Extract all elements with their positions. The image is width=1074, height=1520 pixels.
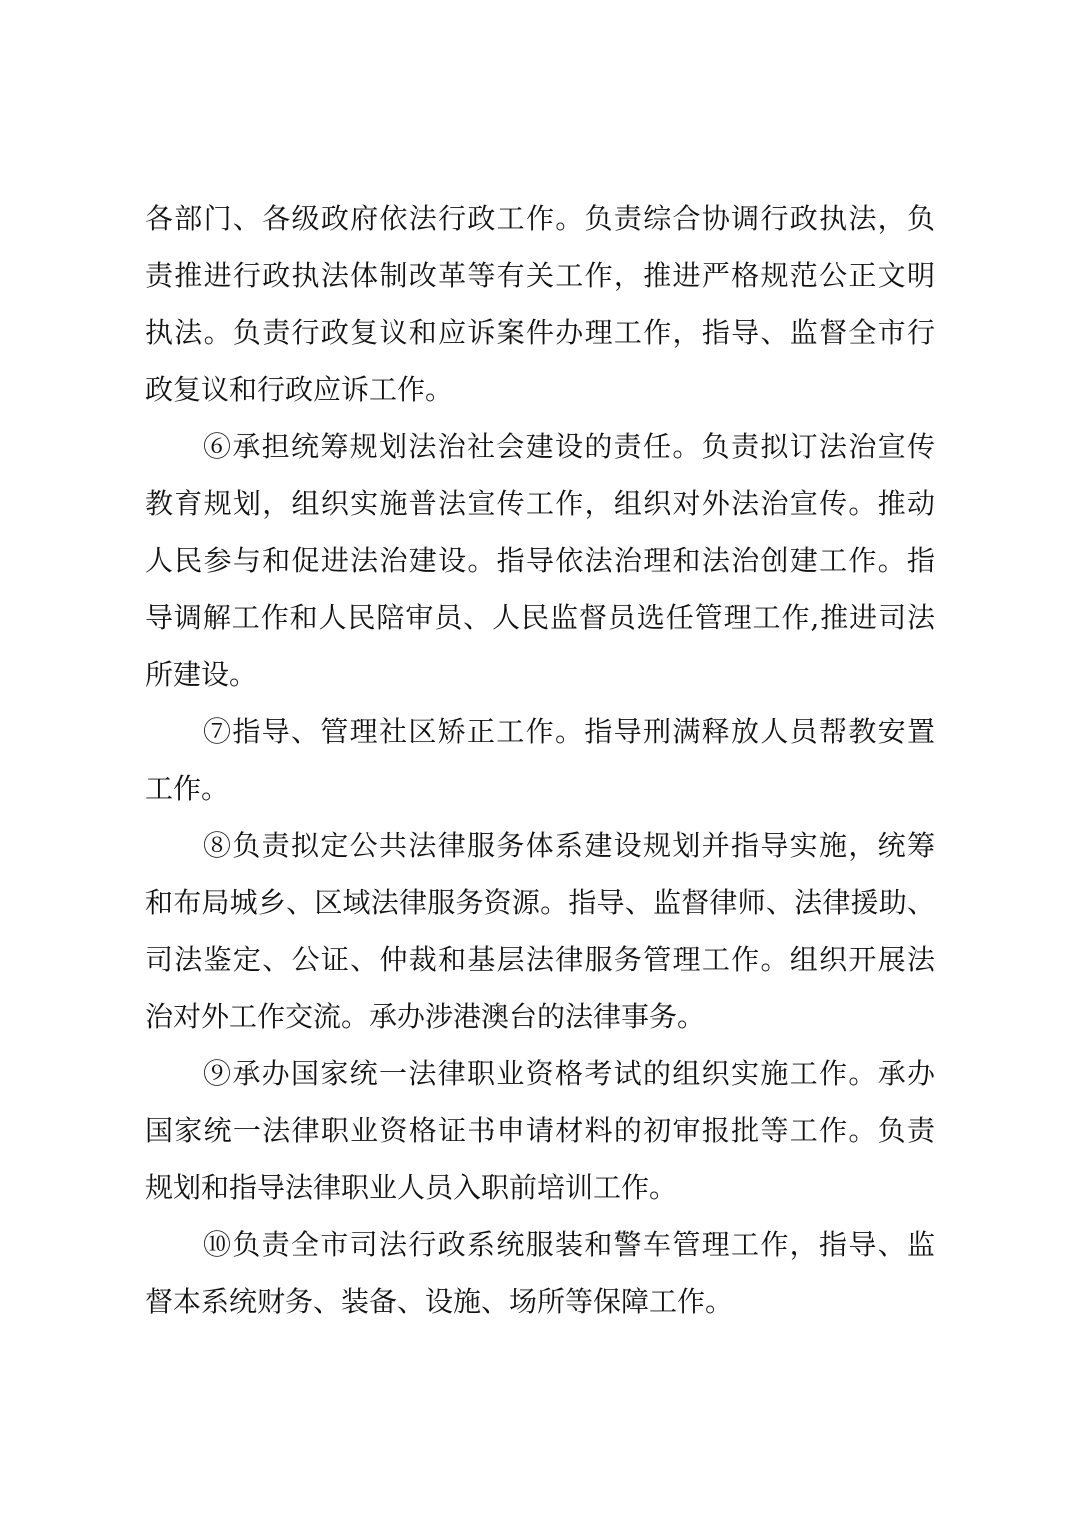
text-line: 司法鉴定、公证、仲裁和基层法律服务管理工作。组织开展法	[145, 943, 935, 976]
text-line: 规划和指导法律职业人员入职前培训工作。	[145, 1171, 678, 1204]
text-line: 国家统一法律职业资格证书申请材料的初审报批等工作。负责	[145, 1114, 935, 1147]
text-line: ⑥承担统筹规划法治社会建设的责任。负责拟订法治宣传	[203, 430, 935, 463]
text-line: 和布局城乡、区域法律服务资源。指导、监督律师、法律援助、	[145, 886, 935, 919]
text-line: ⑧负责拟定公共法律服务体系建设规划并指导实施，统筹	[203, 829, 935, 862]
text-line: 所建设。	[145, 658, 258, 691]
document-body	[145, 190, 935, 1330]
paragraph-item-6	[145, 418, 935, 703]
paragraph-item-8	[145, 817, 935, 1045]
paragraph-item-7	[145, 703, 935, 817]
paragraph-item-10	[145, 1216, 935, 1330]
text-line: ⑨承办国家统一法律职业资格考试的组织实施工作。承办	[203, 1057, 935, 1090]
text-line: ⑦指导、管理社区矫正工作。指导刑满释放人员帮教安置	[203, 715, 935, 748]
text-line: 执法。负责行政复议和应诉案件办理工作，指导、监督全市行	[145, 316, 935, 349]
text-line: 政复议和行政应诉工作。	[145, 373, 454, 406]
text-line: 工作。	[145, 772, 230, 805]
text-line: 责推进行政执法体制改革等有关工作，推进严格规范公正文明	[145, 259, 935, 292]
text-line: 各部门、各级政府依法行政工作。负责综合协调行政执法，负	[145, 202, 935, 235]
text-line: 督本系统财务、装备、设施、场所等保障工作。	[145, 1285, 734, 1318]
text-line: 人民参与和促进法治建设。指导依法治理和法治创建工作。指	[145, 544, 935, 577]
paragraph-continuation	[145, 190, 935, 418]
text-line: ⑩负责全市司法行政系统服装和警车管理工作，指导、监	[203, 1228, 935, 1261]
text-line: 导调解工作和人民陪审员、人民监督员选任管理工作,推进司法	[145, 601, 935, 634]
paragraph-item-9	[145, 1045, 935, 1216]
text-line: 治对外工作交流。承办涉港澳台的法律事务。	[145, 1000, 706, 1033]
text-line: 教育规划，组织实施普法宣传工作，组织对外法治宣传。推动	[145, 487, 935, 520]
